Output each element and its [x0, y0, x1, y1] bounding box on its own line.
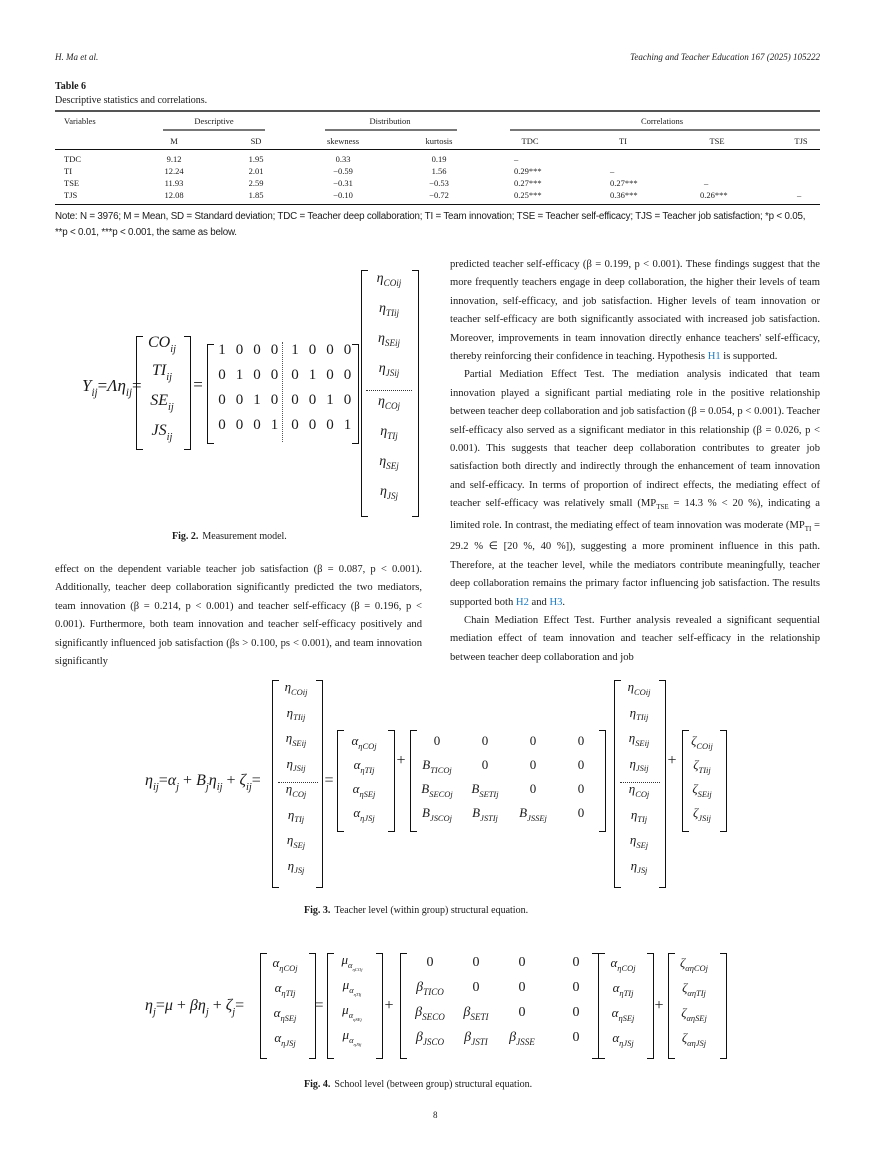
math-cell: 0 — [291, 367, 299, 383]
math-cell: 0 — [291, 392, 299, 408]
math-cell: $\mu_{\alpha_{\eta COj}}$ — [341, 952, 363, 973]
math-cell: 0 — [343, 342, 352, 358]
cell-tse: – — [704, 178, 709, 188]
table-title: Table 6 — [55, 81, 87, 92]
math-cell: $\beta_{SECO}$ — [415, 1005, 445, 1023]
math-cell: 0 — [577, 805, 585, 820]
math-cell: $\eta_{COj}$ — [628, 781, 650, 799]
math-cell: $\eta_{COij}$ — [376, 271, 402, 289]
table-top-rule — [55, 110, 820, 112]
bracket-right — [184, 336, 191, 450]
hypothesis-h1-link[interactable]: H1 — [707, 351, 721, 363]
cell-skew: 0.33 — [335, 154, 351, 164]
math-cell: $\eta_{TIij}$ — [286, 704, 306, 723]
running-header-authors: H. Ma et al. — [55, 52, 99, 62]
math-cell: 0 — [529, 733, 537, 748]
math-cell: 0 — [481, 757, 489, 772]
math-cell: $\eta_{SEj}$ — [379, 454, 399, 472]
table-note: Note: N = 3976; M = Mean, SD = Standard deviation; TDC = Teacher deep collaboration; TI = Team innovation; TSE = Teacher self-efficacy; TJS = Teacher job satisfaction; *p < 0.05, **p < 0.01, ***p < 0.001, the same as below. — [55, 211, 806, 238]
math-cell: 0 — [218, 392, 226, 408]
th-skewness: skewness — [326, 136, 360, 146]
math-cell: $B_{SECOj}$ — [421, 781, 453, 799]
fig3-lhs: $\eta_{ij}=\alpha_j + B_j\eta_{ij} + \zeta_{ij}=$ — [145, 772, 261, 793]
th-descriptive: Descriptive — [194, 116, 234, 126]
math-cell: $\zeta_{\alpha\eta COj}$ — [680, 955, 708, 973]
math-cell: $\beta_{JSSE}$ — [509, 1030, 535, 1048]
math-cell: $B_{JSSEj}$ — [519, 805, 547, 823]
fig4-lhs: $\eta_j=\mu + \beta\eta_j + \zeta_j=$ — [145, 997, 245, 1018]
fig4-caption: Fig. 4. School level (between group) structural equation. — [304, 1079, 533, 1090]
fig2-lhs: $Y_{ij}=\Lambda\eta_{ij}=$ — [82, 376, 142, 399]
math-cell: 1 — [235, 367, 244, 383]
correlations-subrule — [510, 129, 820, 131]
math-cell: 1 — [218, 342, 226, 358]
math-cell: 0 — [253, 342, 261, 358]
math-cell: $\zeta_{\alpha\eta SEj}$ — [681, 1005, 707, 1023]
math-cell: $\alpha_{\eta SEj}$ — [352, 781, 376, 799]
math-cell: $\beta_{SETI}$ — [463, 1005, 489, 1023]
math-cell: 0 — [572, 1030, 580, 1045]
math-cell: $\zeta_{TIij}$ — [693, 757, 711, 775]
th-kurtosis: kurtosis — [425, 136, 453, 146]
th-m: M — [170, 136, 178, 146]
th-tjs: TJS — [794, 136, 808, 146]
math-cell: $\alpha_{\eta COj}$ — [610, 955, 636, 973]
cell-m: 12.24 — [164, 166, 184, 176]
math-cell: 0 — [218, 417, 226, 433]
hypothesis-h2-link[interactable]: H2 — [515, 596, 529, 608]
math-cell: $B_{JSCOj}$ — [422, 805, 452, 823]
right-column-text: predicted teacher self-efficacy (β = 0.199, p < 0.001). These findings suggest that the more frequently teachers engage in deep collaboration, the higher their levels of team innovation, self-efficacy, and job satisfaction. Higher levels of team innovation or teacher self-efficacy are both significantly associated with increased job satisfaction. Moreover, improvements in team innovation directly enhance teachers' self-efficacy, thereby reinforcing their confidence in teaching. Hypothesis H1 is supported. Partial Mediation Effect Test. The mediation analysis indicated that team innovation played a significant partial mediating role in the positive relationship between teacher deep collaboration and job satisfaction (β = 0.054, p < 0.001). Teacher self-efficacy also served as a significant mediator in this relationship (β = 0.026, p < 0.001). This suggests that teacher deep collaboration contributes to greater job satisfaction both directly and indirectly through the enhancement of team innovation and self-efficacy. In terms of proportion of indirect effects, the mediating effect of teacher self-efficacy was relatively small ($MP_{TSE} = 14.3$ % < 20 %), indicating a limited role. In contrast, the mediating effect of team innovation was moderate ($MP_{TI} = 29.2$ % ∈ [20 %, 40 %]), suggesting a more prominent influence in this path. Therefore, at the teacher level, while the mediators contribute meaningfully, teacher deep collaboration remains the primary factor influencing job satisfaction. The results supported both H2 and H3. Chain Mediation Effect Test. Further analysis revealed a significant sequential mediation effect of team innovation and teacher self-efficacy in the relationship between teacher deep collaboration and job — [450, 259, 820, 663]
math-cell: $\eta_{JSj}$ — [287, 857, 305, 876]
math-cell: $\eta_{SEj}$ — [629, 832, 649, 850]
cell-kurt: 0.19 — [431, 154, 447, 164]
math-cell: 0 — [426, 955, 434, 970]
math-cell: 0 — [253, 417, 261, 433]
cell-ti: 0.27*** — [610, 178, 638, 188]
math-cell: 0 — [270, 342, 279, 358]
math-cell: 0 — [308, 417, 317, 433]
page-number: 8 — [433, 1110, 438, 1120]
math-cell: 0 — [572, 980, 580, 995]
descriptive-subrule — [163, 129, 265, 131]
math-cell: $\alpha_{\eta TIj}$ — [612, 980, 634, 998]
math-cell: 0 — [326, 367, 334, 383]
math-cell: $\mu_{\alpha_{\eta SEj}}$ — [342, 1002, 362, 1023]
math-cell: $\alpha_{\eta JSj}$ — [274, 1030, 296, 1048]
math-cell: $\mu_{\alpha_{\eta TIj}}$ — [342, 977, 362, 998]
math-cell: $\beta_{JSCO}$ — [415, 1030, 445, 1048]
lambda-bracket-left — [207, 344, 214, 444]
math-cell: 0 — [270, 367, 279, 383]
math-cell: $\eta_{TIij}$ — [629, 704, 649, 723]
distribution-subrule — [325, 129, 457, 131]
math-cell: 0 — [308, 342, 317, 358]
cell-kurt: 1.56 — [431, 166, 447, 176]
math-cell: 0 — [577, 733, 585, 748]
math-cell: $B_{JSTIj}$ — [472, 805, 498, 823]
cell-tjs: – — [797, 190, 802, 200]
table-header-rule — [55, 149, 820, 150]
hypothesis-h3-link[interactable]: H3 — [549, 596, 563, 608]
math-cell: 0 — [270, 392, 279, 408]
cell-m: 12.08 — [164, 190, 184, 200]
math-cell: $\eta_{JSj}$ — [379, 484, 399, 502]
math-cell: 1 — [308, 367, 317, 383]
math-cell: $\eta_{COij}$ — [627, 679, 651, 697]
th-correlations: Correlations — [640, 116, 684, 126]
cell-kurt: −0.53 — [429, 178, 449, 188]
math-cell: $\zeta_{\alpha\eta TIj}$ — [682, 980, 706, 998]
cell-sd: 1.85 — [248, 190, 264, 200]
cell-tdc: 0.29*** — [514, 166, 542, 176]
math-cell: $\alpha_{\eta SEj}$ — [273, 1005, 297, 1023]
math-cell: 1 — [270, 417, 279, 433]
math-cell: $\eta_{TIij}$ — [378, 301, 400, 319]
math-cell: $\alpha_{\eta TIj}$ — [274, 980, 296, 998]
math-cell: 0 — [529, 757, 537, 772]
cell-ti: 0.36*** — [610, 190, 638, 200]
math-cell: $\eta_{TIj}$ — [380, 424, 398, 442]
math-cell: $\eta_{JSij}$ — [378, 361, 400, 379]
th-tdc: TDC — [521, 136, 539, 146]
math-cell: $\eta_{COj}$ — [377, 394, 401, 412]
math-cell: $\eta_{COij}$ — [284, 679, 308, 697]
math-cell: 0 — [577, 757, 585, 772]
th-tse: TSE — [709, 136, 725, 146]
cell-m: 11.93 — [164, 178, 184, 188]
math-cell: 0 — [572, 1005, 580, 1020]
math-cell: 0 — [472, 955, 480, 970]
math-cell: 0 — [308, 392, 317, 408]
math-cell: 1 — [253, 392, 261, 408]
eta-bracket-right — [412, 270, 419, 517]
cell-sd: 2.59 — [248, 178, 264, 188]
cell-skew: −0.10 — [333, 190, 353, 200]
math-cell: $\eta_{SEij}$ — [285, 730, 307, 748]
math-cell: $\alpha_{\eta JSj}$ — [612, 1030, 634, 1048]
lambda-bracket-right — [352, 344, 359, 444]
math-cell: $\eta_{JSij}$ — [629, 755, 649, 774]
fig2-caption: Fig. 2. Measurement model. — [172, 531, 287, 542]
math-cell: $\beta_{TICO}$ — [416, 980, 444, 998]
math-cell: 0 — [218, 367, 226, 383]
math-cell: $\alpha_{\eta TIj}$ — [353, 757, 375, 775]
math-cell: 1 — [291, 342, 299, 358]
math-cell: 0 — [518, 980, 526, 995]
th-sd: SD — [250, 136, 262, 146]
cell-var: TI — [64, 166, 73, 176]
cell-ti: – — [610, 166, 615, 176]
math-cell: 0 — [235, 417, 244, 433]
cell-tdc: – — [514, 154, 519, 164]
math-cell: 0 — [235, 342, 244, 358]
left-column-paragraph: effect on the dependent variable teacher job satisfaction (β = 0.087, p < 0.001). Additionally, teacher deep collaboration significantly predicted the two mediators, team innovation (β = 0.214, p < 0.001) and teacher self-efficacy (β = 0.196, p < 0.001). Furthermore, both team innovation and teacher self-efficacy positively and significantly influenced job satisfaction (βs > 0.100, ps < 0.001), and team innovation significantly — [55, 564, 422, 668]
cell-skew: −0.59 — [333, 166, 353, 176]
cell-sd: 1.95 — [248, 154, 264, 164]
math-cell: 1 — [343, 417, 352, 433]
math-cell: 0 — [433, 733, 441, 748]
math-cell: $\zeta_{JSij}$ — [693, 805, 711, 823]
math-cell: $B_{SETIj}$ — [471, 781, 499, 799]
math-cell: 0 — [577, 781, 585, 796]
math-cell: 0 — [529, 781, 537, 796]
cell-tdc: 0.27*** — [514, 178, 542, 188]
math-cell: $\eta_{JSij}$ — [286, 755, 306, 774]
math-cell: 0 — [518, 1005, 526, 1020]
math-cell: 0 — [343, 392, 352, 408]
math-cell: $\eta_{TIj}$ — [287, 806, 305, 825]
th-distribution: Distribution — [369, 116, 411, 126]
math-cell: 0 — [481, 733, 489, 748]
table-bottom-rule — [55, 204, 820, 205]
math-cell: $\alpha_{\eta COj}$ — [272, 955, 298, 973]
bracket-left — [136, 336, 143, 450]
math-cell: $\alpha_{\eta COj}$ — [351, 733, 377, 751]
th-ti: TI — [618, 136, 628, 146]
math-cell: 1 — [326, 392, 334, 408]
math-cell: 0 — [518, 955, 526, 970]
fig3-caption: Fig. 3. Teacher level (within group) structural equation. — [304, 905, 529, 916]
math-cell: $\beta_{JSTI}$ — [464, 1030, 488, 1048]
cell-var: TSE — [64, 178, 80, 188]
math-cell: 0 — [343, 367, 352, 383]
math-cell: 0 — [472, 980, 480, 995]
math-cell: $\zeta_{COij}$ — [691, 733, 713, 751]
cell-sd: 2.01 — [248, 166, 264, 176]
math-cell: $\zeta_{\alpha\eta JSj}$ — [681, 1030, 707, 1048]
math-cell: $\eta_{TIj}$ — [630, 806, 648, 825]
cell-var: TJS — [64, 190, 78, 200]
cell-m: 9.12 — [166, 154, 182, 164]
math-cell: $\zeta_{SEij}$ — [692, 781, 712, 799]
cell-tse: 0.26*** — [700, 190, 728, 200]
math-cell: $\alpha_{\eta JSj}$ — [353, 805, 375, 823]
cell-kurt: −0.72 — [429, 190, 449, 200]
cell-var: TDC — [64, 154, 81, 164]
math-cell: $\eta_{SEij}$ — [377, 331, 401, 349]
math-cell: 0 — [572, 955, 580, 970]
math-cell: $\eta_{SEij}$ — [628, 730, 650, 748]
math-cell: $\alpha_{\eta SEj}$ — [611, 1005, 635, 1023]
table-caption: Descriptive statistics and correlations. — [55, 95, 208, 106]
math-cell: 0 — [326, 342, 334, 358]
math-cell: 0 — [291, 417, 299, 433]
math-cell: $B_{TICOj}$ — [422, 757, 452, 775]
math-cell: 0 — [235, 392, 244, 408]
math-cell: $\eta_{COj}$ — [285, 781, 307, 799]
math-cell: 0 — [253, 367, 261, 383]
math-cell: 0 — [326, 417, 334, 433]
cell-skew: −0.31 — [333, 178, 353, 188]
eta-bracket-left — [361, 270, 368, 517]
cell-tdc: 0.25*** — [514, 190, 542, 200]
running-header-journal: Teaching and Teacher Education 167 (2025) 105222 — [630, 52, 820, 62]
math-cell: $\eta_{SEj}$ — [286, 832, 306, 850]
th-variables: Variables — [64, 116, 96, 126]
math-cell: $\mu_{\alpha_{\eta JSj}}$ — [342, 1027, 362, 1048]
math-cell: $\eta_{JSj}$ — [630, 857, 648, 876]
